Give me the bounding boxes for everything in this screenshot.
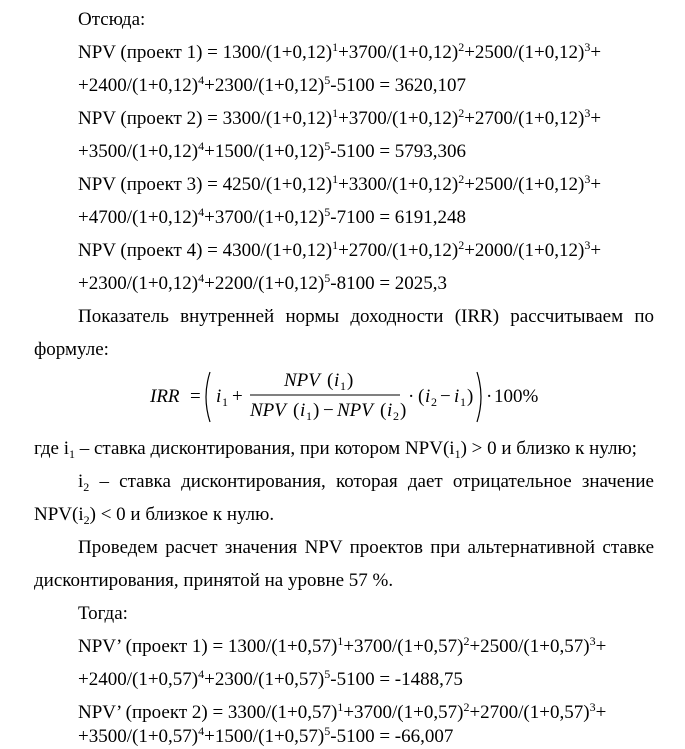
formula-i1: i	[216, 386, 222, 407]
npv-alt1-line-2: $+2400/(1+0,57)^4+2300/(1+0,57)^5-5100 = -1488,75$	[78, 667, 463, 690]
npv4-line-2: $+2300/(1+0,12)^4+2200/(1+0,12)^5-8100 = 2025,3$	[78, 271, 448, 294]
formula-dot-1: ·	[408, 386, 415, 407]
formula-dot-2: ·	[486, 386, 493, 407]
npv2-line-1: NPV (проект $2) = 3300/(1+0,12)^1+3700/(1+0,12)^2+2700/(1+0,12)^3+$	[78, 106, 602, 129]
npv-alt1-line-1: NPV’ (проект $1) = 1300/(1+0,57)^1+3700/(1+0,57)^2+2500/(1+0,57)^3+$	[78, 634, 607, 657]
formula-num-i-sub: 1	[340, 379, 346, 393]
formula-hundred: 100%	[494, 386, 539, 407]
irr-intro-line-1: Показатель внутренней нормы доходности (IRR) рассчитываем по	[78, 306, 654, 327]
irr-formula-svg	[150, 366, 550, 428]
i2-def-line-1: $i_2$ – ставка дисконтирования, которая дает отрицательное значение	[78, 471, 654, 494]
text-togda: Тогда:	[78, 603, 128, 624]
formula-den-npv-a: NPV	[250, 400, 286, 421]
formula-den-paren-r-a: )	[313, 400, 320, 421]
irr-formula	[150, 366, 550, 428]
text-otsyuda: Отсюда:	[78, 9, 146, 30]
alt-rate-line-2: дисконтирования, принятой на уровне 57 %.	[34, 570, 394, 591]
npv4-line-1: NPV (проект $4) = 4300/(1+0,12)^1+2700/(1+0,12)^2+2000/(1+0,12)^3+$	[78, 238, 602, 261]
formula-num-npv: NPV	[284, 370, 320, 391]
where-i1-line: где $i_1$ – ставка дисконтирования, при котором $NPV(i_1) > 0$ и близко к нулю;	[34, 438, 637, 461]
formula-diff-i2: i	[425, 386, 431, 407]
npv1-line-2: $+2400/(1+0,12)^4+2300/(1+0,12)^5-5100 = 3620,107$	[78, 73, 467, 96]
formula-den-paren-r-b: )	[400, 400, 407, 421]
npv3-line-2: $+4700/(1+0,12)^4+3700/(1+0,12)^5-7100 = 6191,248$	[78, 205, 467, 228]
i2-def-line-2: $NPV(i_2) < 0$ и близкое к нулю.	[34, 504, 275, 527]
formula-diff-paren-l: (	[418, 386, 425, 407]
formula-den-paren-l-b: (	[380, 400, 387, 421]
npv-alt2-line-1: NPV’ (проект $2) = 3300/(1+0,57)^1+3700/(1+0,57)^2+2700/(1+0,57)^3+$	[78, 700, 607, 723]
formula-diff-i1: i	[454, 386, 460, 407]
formula-paren-left	[206, 372, 210, 422]
formula-diff-minus: −	[440, 386, 451, 407]
npv1-line-1: NPV (проект $1) = 1300/(1+0,12)^1+3700/(1+0,12)^2+2500/(1+0,12)^3+$	[78, 40, 602, 63]
formula-diff-paren-r: )	[467, 386, 474, 407]
formula-den-i-a-sub: 1	[306, 409, 312, 423]
formula-diff-i2-sub: 2	[431, 395, 437, 409]
formula-den-minus: −	[323, 400, 334, 421]
formula-den-paren-l-a: (	[293, 400, 300, 421]
formula-paren-right	[477, 372, 481, 422]
formula-lhs: IRR	[150, 386, 180, 407]
npv2-line-2: $+3500/(1+0,12)^4+1500/(1+0,12)^5-5100 = 5793,306$	[78, 139, 467, 162]
formula-den-i-a: i	[300, 400, 306, 421]
formula-plus: +	[232, 386, 243, 407]
formula-num-paren-l: (	[327, 370, 334, 391]
formula-i1-sub: 1	[222, 395, 228, 409]
formula-den-npv-b: NPV	[337, 400, 373, 421]
formula-num-paren-r: )	[347, 370, 354, 391]
formula-den-i-b-sub: 2	[393, 409, 399, 423]
formula-den-i-b: i	[387, 400, 393, 421]
npv-alt2-line-2: $+3500/(1+0,57)^4+1500/(1+0,57)^5-5100 = -66,007$	[78, 724, 454, 747]
irr-intro-line-2: формуле:	[34, 339, 109, 360]
formula-diff-i1-sub: 1	[460, 395, 466, 409]
formula-eq: =	[190, 386, 201, 407]
npv3-line-1: NPV (проект $3) = 4250/(1+0,12)^1+3300/(1+0,12)^2+2500/(1+0,12)^3+$	[78, 172, 602, 195]
alt-rate-line-1: Проведем расчет значения NPV проектов при альтернативной ставке	[78, 537, 654, 558]
formula-num-i: i	[334, 370, 340, 391]
